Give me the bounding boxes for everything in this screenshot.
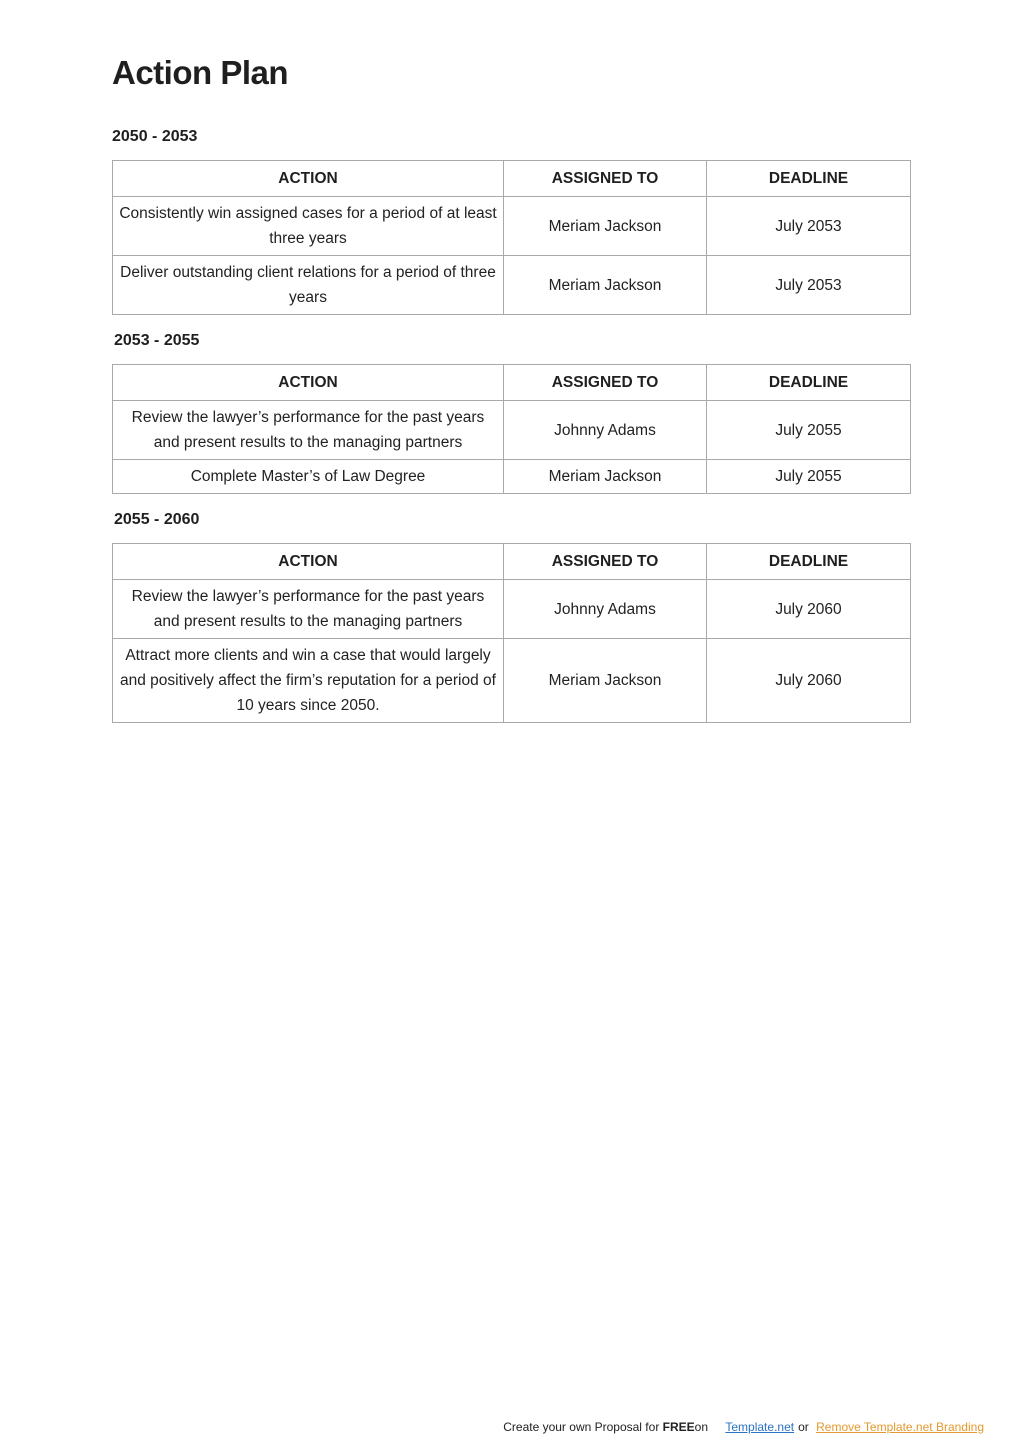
cell-assigned-to: Johnny Adams [504,580,707,639]
column-header-action: ACTION [113,365,504,401]
cell-deadline: July 2053 [707,197,911,256]
column-header-deadline: DEADLINE [707,161,911,197]
footer-prefix-text: Create your own Proposal for [503,1420,663,1434]
column-header-assigned-to: ASSIGNED TO [504,365,707,401]
cell-assigned-to: Meriam Jackson [504,460,707,494]
table-row [113,460,911,494]
cell-action: Deliver outstanding client relations for a period of three years [113,256,504,315]
table-header-row [113,161,911,197]
footer-or-text: or [798,1420,809,1434]
cell-assigned-to: Johnny Adams [504,401,707,460]
table-header-row [113,544,911,580]
cell-deadline: July 2055 [707,460,911,494]
cell-deadline: July 2060 [707,639,911,723]
footer-on-text: on [694,1420,709,1434]
remove-branding-link[interactable]: Remove Template.net Branding [816,1420,984,1434]
cell-assigned-to: Meriam Jackson [504,197,707,256]
cell-action: Attract more clients and win a case that would largely and positively affect the firm’s reputation for a period of 10 years since 2050. [113,639,504,723]
cell-deadline: July 2055 [707,401,911,460]
footer-branding [503,1420,984,1434]
section-heading: 2055 - 2060 [114,511,200,528]
table-row [113,197,911,256]
table-row [113,401,911,460]
column-header-assigned-to: ASSIGNED TO [504,161,707,197]
column-header-action: ACTION [113,161,504,197]
cell-action: Review the lawyer’s performance for the past years and present results to the managing partners [113,401,504,460]
cell-action: Consistently win assigned cases for a period of at least three years [113,197,504,256]
cell-action: Complete Master’s of Law Degree [113,460,504,494]
table-row [113,256,911,315]
table-row [113,580,911,639]
cell-assigned-to: Meriam Jackson [504,256,707,315]
cell-deadline: July 2060 [707,580,911,639]
action-table [112,160,911,315]
column-header-deadline: DEADLINE [707,365,911,401]
table-header-row [113,365,911,401]
cell-deadline: July 2053 [707,256,911,315]
column-header-action: ACTION [113,544,504,580]
section-heading: 2053 - 2055 [114,332,200,349]
template-net-link[interactable]: Template.net [725,1420,795,1434]
cell-action: Review the lawyer’s performance for the past years and present results to the managing partners [113,580,504,639]
page-title: Action Plan [112,54,289,91]
footer-free-text: FREE [662,1420,695,1434]
column-header-deadline: DEADLINE [707,544,911,580]
table-row [113,639,911,723]
cell-assigned-to: Meriam Jackson [504,639,707,723]
column-header-assigned-to: ASSIGNED TO [504,544,707,580]
action-table [112,364,911,494]
action-table [112,543,911,723]
section-heading: 2050 - 2053 [112,128,198,145]
